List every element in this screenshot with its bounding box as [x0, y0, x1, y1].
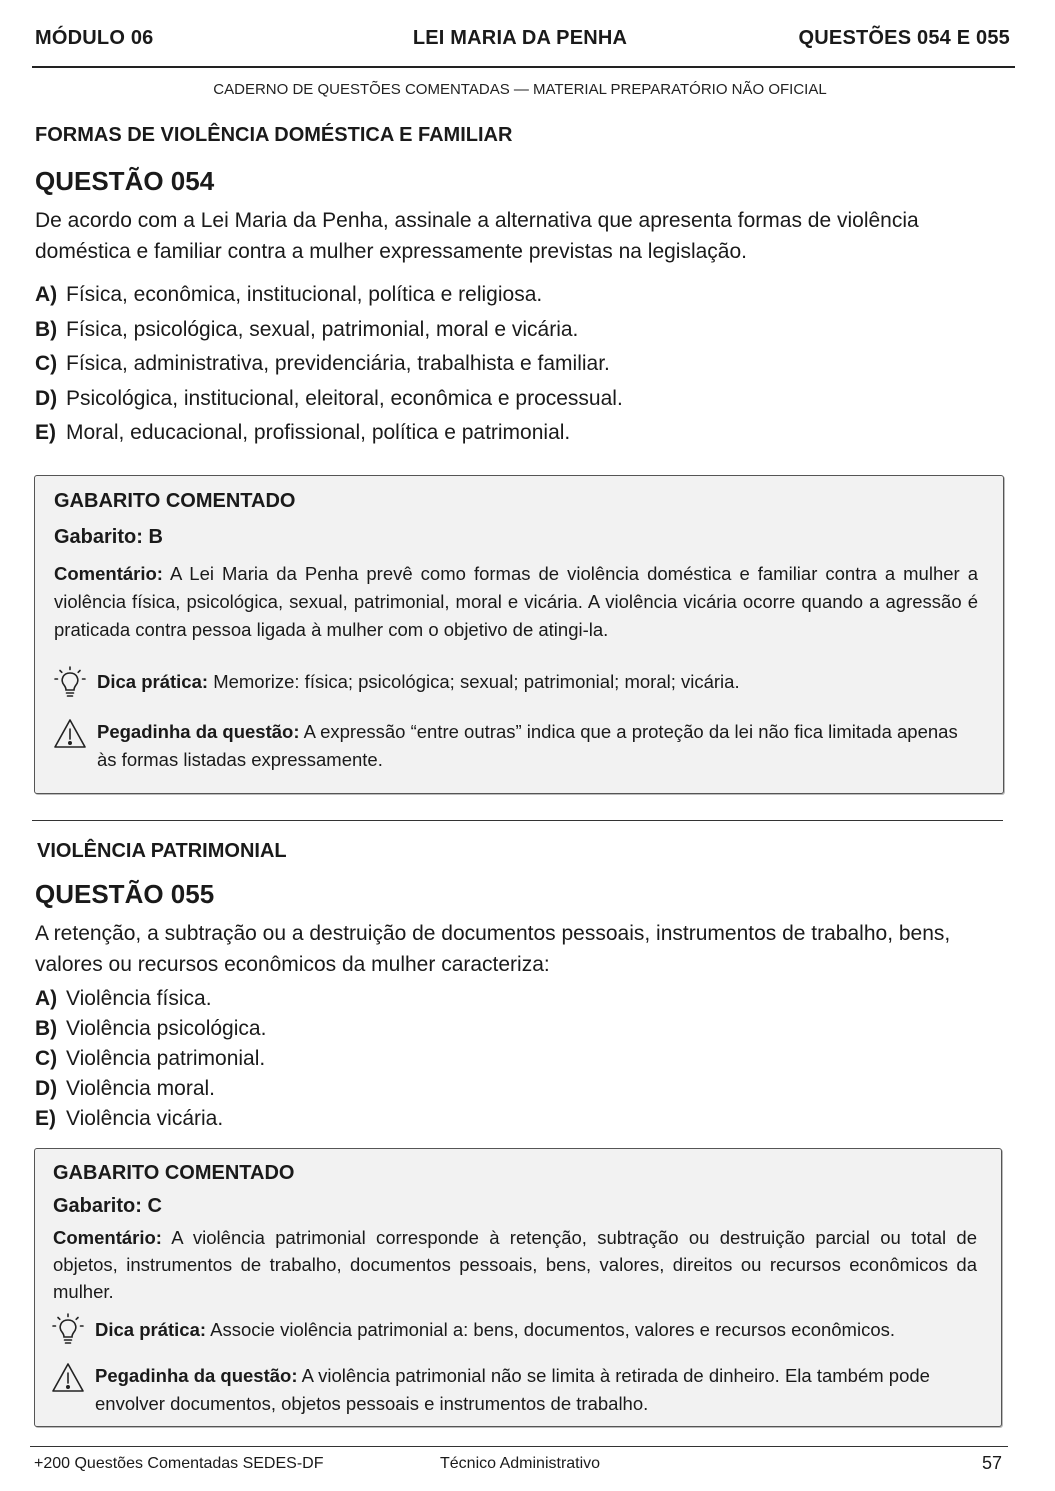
option-e [35, 1107, 1015, 1137]
answer-key: Gabarito: B [54, 526, 163, 548]
option-b [35, 1017, 1015, 1047]
option-text: Violência patrimonial. [66, 1047, 266, 1070]
topic-title: LEI MARIA DA PENHA [412, 27, 628, 49]
option-text: Violência moral. [66, 1077, 216, 1100]
tip-label: Dica prática: [95, 1319, 207, 1340]
option-text: Moral, educacional, profissional, política e patrimonial. [66, 421, 571, 444]
header-divider [32, 66, 1015, 68]
tip-text: Associe violência patrimonial a: bens, documentos, valores e recursos econômicos. [210, 1319, 896, 1340]
option-a [35, 987, 1015, 1017]
option-c [35, 1047, 1015, 1077]
warning-triangle-icon [51, 1362, 95, 1402]
option-text: Violência vicária. [66, 1107, 224, 1130]
answer-key: Gabarito: C [53, 1195, 162, 1217]
subtitle: CADERNO DE QUESTÕES COMENTADAS — MATERIAL PREPARATÓRIO NÃO OFICIAL [213, 81, 827, 98]
option-letter: E) [35, 421, 56, 444]
box-title: GABARITO COMENTADO [54, 490, 296, 512]
footer-course: Técnico Administrativo [440, 1455, 601, 1472]
module-label: MÓDULO 06 [35, 27, 154, 49]
question-stem-054: De acordo com a Lei Maria da Penha, assinale a alternativa que apresenta formas de violência doméstica e familiar contra a mulher expressamente previstas na legislação. [35, 209, 919, 263]
tip-row [53, 666, 977, 708]
trap-label: Pegadinha da questão: [97, 721, 300, 742]
answer-box-054 [34, 475, 1004, 794]
option-text: Física, econômica, institucional, política e religiosa. [66, 283, 543, 306]
question-stem-055: A retenção, a subtração ou a destruição de documentos pessoais, instrumentos de trabalho, bens, valores ou recursos econômicos da mulher caracteriza: [35, 922, 951, 976]
trap-row [51, 1362, 977, 1418]
lightbulb-icon [51, 1313, 95, 1355]
trap-label: Pegadinha da questão: [95, 1365, 298, 1386]
box-title: GABARITO COMENTADO [53, 1162, 295, 1184]
options-054 [35, 283, 1015, 456]
option-text: Violência física. [66, 987, 212, 1010]
option-d [35, 387, 1015, 422]
tip-label: Dica prática: [97, 671, 209, 692]
option-text: Psicológica, institucional, eleitoral, econômica e processual. [66, 386, 623, 410]
section-title-055: VIOLÊNCIA PATRIMONIAL [37, 840, 287, 862]
option-e [35, 421, 1015, 456]
question-title-054: QUESTÃO 054 [35, 166, 215, 196]
option-letter: D) [35, 386, 58, 410]
comment-text: A Lei Maria da Penha prevê como formas de violência doméstica e familiar contra a mulher a violência física, psicológica, sexual, patrimonial, moral e vicária. A violência vicária ocorre quando a agressão é praticada contra pessoa ligada à mulher com o objetivo de atingi-la. [54, 563, 978, 640]
tip-row [51, 1313, 977, 1355]
comment-text: A violência patrimonial corresponde à retenção, subtração ou destruição parcial ou total de objetos, instrumentos de trabalho, documentos pessoais, bens, valores, direitos ou recursos econômicos da mulher. [53, 1227, 977, 1302]
comment-label: Comentário: [54, 563, 163, 584]
option-text: Física, psicológica, sexual, patrimonial, moral e vicária. [66, 317, 579, 341]
warning-triangle-icon [53, 718, 97, 758]
page-number: 57 [981, 1453, 1002, 1473]
option-letter: D) [35, 1077, 58, 1100]
questions-label: QUESTÕES 054 E 055 [798, 27, 1010, 49]
option-letter: C) [35, 352, 58, 375]
question-title-055: QUESTÃO 055 [35, 879, 215, 909]
footer-book-title: +200 Questões Comentadas SEDES-DF [34, 1455, 324, 1472]
comment [54, 560, 978, 644]
option-letter: B) [35, 317, 58, 341]
option-letter: B) [35, 1017, 58, 1040]
option-b [35, 318, 1015, 353]
option-d [35, 1077, 1015, 1107]
trap-text: A violência patrimonial não se limita à retirada de dinheiro. Ela também pode envolver documentos, objetos pessoais e instrumentos de trabalho. [95, 1365, 930, 1414]
trap-text: A expressão “entre outras” indica que a proteção da lei não fica limitada apenas às formas listadas expressamente. [97, 721, 958, 770]
trap-content [97, 718, 977, 774]
option-letter: A) [35, 987, 58, 1010]
trap-row [53, 718, 977, 774]
option-text: Violência psicológica. [66, 1017, 267, 1040]
option-letter: E) [35, 1107, 56, 1130]
comment-label: Comentário: [53, 1227, 162, 1248]
section-title-054: FORMAS DE VIOLÊNCIA DOMÉSTICA E FAMILIAR [35, 124, 513, 146]
option-c [35, 352, 1015, 387]
option-text: Física, administrativa, previdenciária, trabalhista e familiar. [66, 352, 610, 375]
option-letter: C) [35, 1047, 58, 1070]
options-055 [35, 987, 1015, 1137]
option-letter: A) [35, 283, 58, 306]
section-divider [32, 820, 1003, 821]
comment [53, 1224, 977, 1305]
trap-content [95, 1362, 977, 1418]
lightbulb-icon [53, 666, 97, 708]
tip-content [95, 1313, 895, 1344]
answer-box-055 [34, 1148, 1002, 1427]
footer-divider [30, 1446, 1008, 1447]
tip-content [97, 666, 740, 696]
option-a [35, 283, 1015, 318]
tip-text: Memorize: física; psicológica; sexual; patrimonial; moral; vicária. [213, 671, 740, 692]
